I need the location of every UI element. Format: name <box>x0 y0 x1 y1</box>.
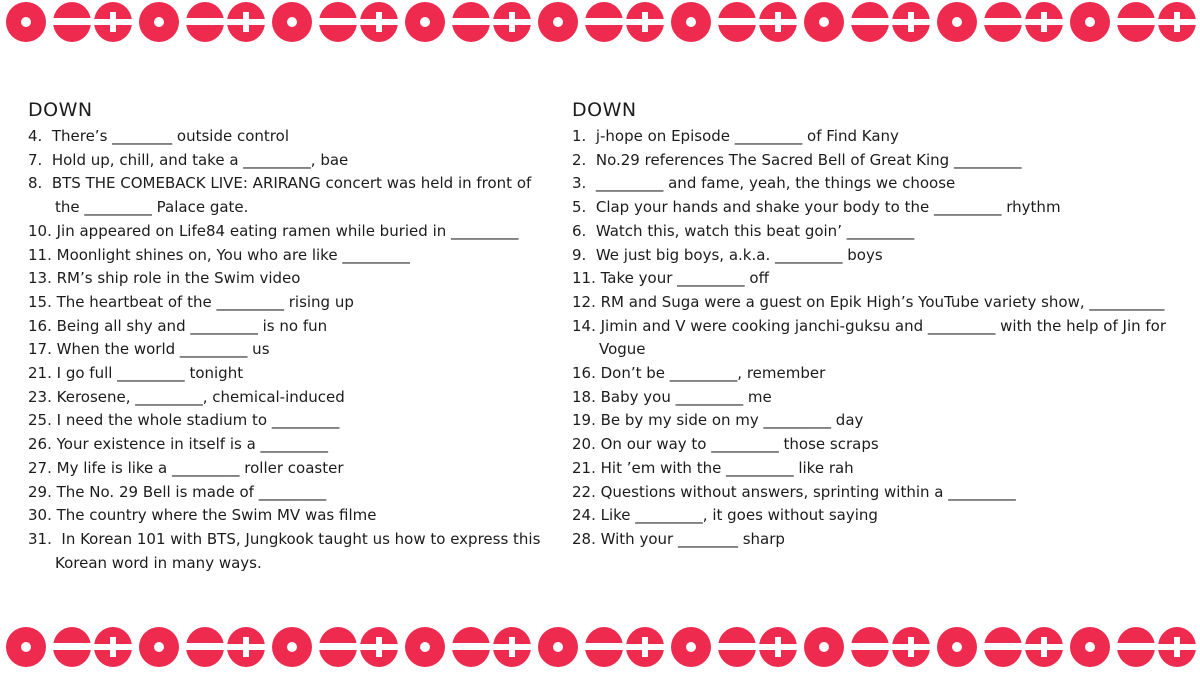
clue-item <box>28 362 568 386</box>
clue-text: 18. Baby you _________ me <box>572 387 772 406</box>
clue-item <box>28 528 568 575</box>
left-column-heading: DOWN <box>28 99 93 121</box>
clue-text: 27. My life is like a _________ roller coaster <box>28 458 344 477</box>
clue-item <box>572 125 1192 149</box>
ring-center <box>1085 17 1095 27</box>
clue-text: 8. BTS THE COMEBACK LIVE: ARIRANG concert was held in front of <box>28 174 532 193</box>
right-clue-column <box>572 97 1192 552</box>
double-bar-gap <box>984 18 1022 25</box>
clue-item <box>28 149 568 173</box>
h-bar-stem <box>376 637 382 657</box>
band-motif <box>1070 2 1196 42</box>
band-motif <box>937 627 1063 667</box>
h-bar-stem <box>775 637 781 657</box>
clue-item <box>28 125 568 149</box>
clue-item <box>28 409 568 433</box>
clue-text: 22. Questions without answers, sprinting within a _________ <box>572 482 1016 501</box>
ring-center <box>154 642 164 652</box>
double-bar-gap <box>851 643 889 650</box>
clue-text: 25. I need the whole stadium to _________ <box>28 411 340 430</box>
clue-item <box>572 386 1192 410</box>
clue-item <box>28 291 568 315</box>
clue-item <box>572 362 1192 386</box>
clue-text: 2. No.29 references The Sacred Bell of Great King _________ <box>572 150 1022 169</box>
bottom-pattern <box>0 625 1200 675</box>
clue-item <box>572 196 1192 220</box>
h-bar-stem <box>243 637 249 657</box>
band-motif <box>139 627 265 667</box>
double-bar-gap <box>718 18 756 25</box>
clue-item <box>28 481 568 505</box>
band-motif <box>671 627 797 667</box>
h-bar-stem <box>110 12 116 32</box>
h-bar-stem <box>376 12 382 32</box>
clue-text: 1. j-hope on Episode _________ of Find Kany <box>572 127 899 145</box>
ring-center <box>21 17 31 27</box>
ring-center <box>287 642 297 652</box>
ring-center <box>287 17 297 27</box>
right-clue-list <box>572 125 1192 552</box>
clue-item <box>572 481 1192 505</box>
clue-text: 16. Being all shy and _________ is no fun <box>28 316 328 335</box>
clue-item <box>572 433 1192 457</box>
clue-item <box>28 315 568 339</box>
clue-text: 17. When the world _________ us <box>28 340 270 359</box>
ring-center <box>21 642 31 652</box>
ring-center <box>686 17 696 27</box>
clue-item <box>572 457 1192 481</box>
left-clue-list <box>28 125 568 575</box>
double-bar-gap <box>186 643 224 650</box>
clue-text: 4. There’s ________ outside control <box>28 127 289 145</box>
clue-item <box>28 220 568 244</box>
band-motif <box>6 2 132 42</box>
double-bar-gap <box>319 643 357 650</box>
clue-item <box>572 315 1192 362</box>
h-bar-stem <box>1174 12 1180 32</box>
band-motif <box>1070 627 1196 667</box>
double-bar-gap <box>452 643 490 650</box>
clue-item <box>572 267 1192 291</box>
clue-text: 15. The heartbeat of the _________ rising up <box>28 292 354 311</box>
clue-continuation: the _________ Palace gate. <box>55 198 249 217</box>
clue-item <box>28 504 568 528</box>
ring-center <box>1085 642 1095 652</box>
top-decorative-band <box>0 0 1200 50</box>
clue-text: 31. In Korean 101 with BTS, Jungkook taught us how to express this <box>28 529 541 548</box>
ring-center <box>819 17 829 27</box>
clue-item <box>28 267 568 291</box>
h-bar-stem <box>642 637 648 657</box>
bottom-decorative-band <box>0 625 1200 675</box>
band-motif <box>804 627 930 667</box>
ring-center <box>553 642 563 652</box>
double-bar-gap <box>452 18 490 25</box>
double-bar-gap <box>53 643 91 650</box>
clue-continuation: Vogue <box>599 340 646 359</box>
double-bar-gap <box>718 643 756 650</box>
ring-center <box>952 17 962 27</box>
band-motif <box>6 627 132 667</box>
h-bar-stem <box>908 12 914 32</box>
clue-item <box>28 244 568 268</box>
clue-item <box>572 149 1192 173</box>
clue-item <box>28 338 568 362</box>
clue-text: 6. Watch this, watch this beat goin’ _________ <box>572 221 915 240</box>
h-bar-stem <box>243 12 249 32</box>
double-bar-gap <box>1117 18 1155 25</box>
clue-text: 12. RM and Suga were a guest on Epik High’s YouTube variety show, __________ <box>572 292 1165 311</box>
clue-text: 3. _________ and fame, yeah, the things we choose <box>572 174 956 193</box>
h-bar-stem <box>908 637 914 657</box>
double-bar-gap <box>585 643 623 650</box>
band-motif <box>272 2 398 42</box>
h-bar-stem <box>509 637 515 657</box>
clue-continuation: Korean word in many ways. <box>55 553 262 572</box>
clue-text: 30. The country where the Swim MV was filme <box>28 506 377 525</box>
band-motif <box>804 2 930 42</box>
h-bar-stem <box>1041 637 1047 657</box>
h-bar-stem <box>1041 12 1047 32</box>
clue-item <box>28 433 568 457</box>
clue-text: 7. Hold up, chill, and take a _________, bae <box>28 150 349 169</box>
double-bar-gap <box>984 643 1022 650</box>
double-bar-gap <box>1117 643 1155 650</box>
clue-item <box>572 409 1192 433</box>
clue-text: 11. Moonlight shines on, You who are like _________ <box>28 245 410 264</box>
clue-item <box>28 386 568 410</box>
clue-text: 11. Take your _________ off <box>572 269 769 288</box>
clue-text: 10. Jin appeared on Life84 eating ramen while buried in _________ <box>28 221 519 240</box>
clue-item <box>572 172 1192 196</box>
band-motif <box>671 2 797 42</box>
ring-center <box>420 17 430 27</box>
ring-center <box>553 17 563 27</box>
clue-text: 14. Jimin and V were cooking janchi-guksu and _________ with the help of Jin for <box>572 316 1167 335</box>
band-motif <box>405 627 531 667</box>
clue-text: 19. Be by my side on my _________ day <box>572 411 864 430</box>
band-motif <box>538 2 664 42</box>
clue-text: 29. The No. 29 Bell is made of _________ <box>28 482 327 501</box>
clue-item <box>572 220 1192 244</box>
clue-text: 26. Your existence in itself is a _________ <box>28 435 329 454</box>
h-bar-stem <box>775 12 781 32</box>
clue-text: 24. Like _________, it goes without saying <box>572 506 878 525</box>
ring-center <box>686 642 696 652</box>
ring-center <box>819 642 829 652</box>
h-bar-stem <box>642 12 648 32</box>
double-bar-gap <box>53 18 91 25</box>
h-bar-stem <box>110 637 116 657</box>
clue-text: 21. I go full _________ tonight <box>28 364 244 383</box>
clue-item <box>572 504 1192 528</box>
double-bar-gap <box>319 18 357 25</box>
ring-center <box>154 17 164 27</box>
clue-item <box>572 528 1192 552</box>
h-bar-stem <box>509 12 515 32</box>
clue-text: 13. RM’s ship role in the Swim video <box>28 269 301 288</box>
clue-item <box>28 172 568 219</box>
double-bar-gap <box>186 18 224 25</box>
band-motif <box>139 2 265 42</box>
clue-text: 20. On our way to _________ those scraps <box>572 435 879 454</box>
band-motif <box>538 627 664 667</box>
clue-item <box>572 244 1192 268</box>
clue-text: 5. Clap your hands and shake your body to the _________ rhythm <box>572 198 1061 217</box>
clue-item <box>28 457 568 481</box>
ring-center <box>952 642 962 652</box>
double-bar-gap <box>851 18 889 25</box>
right-column-heading: DOWN <box>572 99 637 121</box>
ring-center <box>420 642 430 652</box>
clue-text: 28. With your ________ sharp <box>572 529 785 548</box>
clue-text: 23. Kerosene, _________, chemical-induced <box>28 387 345 406</box>
clue-text: 21. Hit ’em with the _________ like rah <box>572 458 854 477</box>
band-motif <box>405 2 531 42</box>
clue-text: 9. We just big boys, a.k.a. _________ boys <box>572 245 883 264</box>
double-bar-gap <box>585 18 623 25</box>
clue-text: 16. Don’t be _________, remember <box>572 364 826 383</box>
h-bar-stem <box>1174 637 1180 657</box>
left-clue-column <box>28 97 568 575</box>
top-pattern <box>0 0 1200 50</box>
band-motif <box>272 627 398 667</box>
band-motif <box>937 2 1063 42</box>
clue-item <box>572 291 1192 315</box>
